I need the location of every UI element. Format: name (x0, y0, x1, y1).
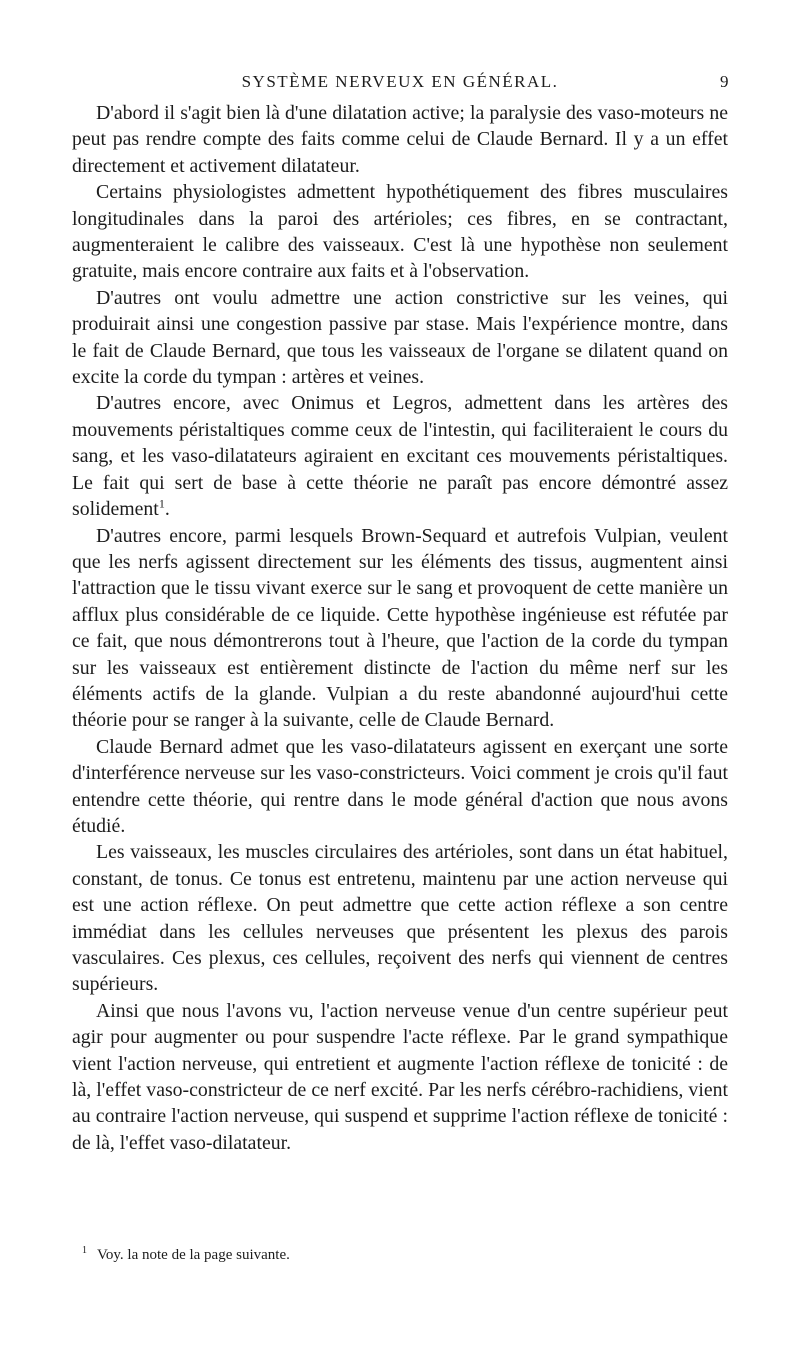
paragraph: D'autres ont voulu admettre une action constrictive sur les veines, qui produirait ainsi une congestion passive par stase. Mais l'expérience montre, dans le fait de Claude Bernard, que tous les vaisseaux de l'organe se dilatent quand on excite la corde du tympan : artères et veines. (72, 286, 728, 389)
paragraph: Les vaisseaux, les muscles circulaires des artérioles, sont dans un état habituel, constant, de tonus. Ce tonus est entretenu, maintenu par une action nerveuse qui est une action réflexe. On peut admettre que cette action réflexe a son centre immédiat dans les cellules nerveuses que présentent les plexus des parois vasculaires. Ces plexus, ces cellules, reçoivent des nerfs qui viennent de centres supérieurs. (72, 841, 728, 996)
running-title: SYSTÈME NERVEUX EN GÉNÉRAL. (241, 72, 559, 91)
paragraph: Certains physiologistes admettent hypothétiquement des fibres musculaires longitudinales dans la paroi des artérioles; ces fibres, en se contractant, augmenteraient le calibre des vaisseaux. C'est là une hypothèse non seulement gratuite, mais encore contraire aux faits et à l'observation. (72, 181, 728, 283)
paragraph: Claude Bernard admet que les vaso-dilatateurs agissent en exerçant une sorte d'interférence nerveuse sur les vaso-constricteurs. Voici comment je crois qu'il faut entendre cette théorie, qui rentre dans le mode général d'action que nous avons étudié. (72, 735, 728, 837)
page-number: 9 (720, 72, 730, 91)
sentence-end: . (164, 498, 170, 521)
paragraph: D'autres encore, parmi lesquels Brown-Sequard et autrefois Vulpian, veulent que les nerfs agissent directement sur les éléments des tissus, augmentent ainsi l'attraction que le tissu vivant exerce sur le sang et provoquent de cette manière un afflux plus considérable de ce liquide. Cette hypothèse ingénieuse est réfutée par ce fait, que nous démontrerons tout à l'heure, que l'action de la corde du tympan sur les vaisseaux est entièrement distincte de l'action du même nerf sur les éléments actifs de la glande. Vulpian a du reste abandonné aujourd'hui cette théorie pour se ranger à la suivante, celle de Claude Bernard. (72, 524, 728, 732)
body-text (72, 100, 728, 1156)
running-head (70, 72, 730, 96)
paragraph-text: D'autres encore, avec Onimus et Legros, admettent dans les artères des mouvements péristaltiques comme ceux de l'intestin, qui faciliteraient le cours du sang, et les vaso-dilatateurs agiraient en excitant ces mouvements péristaltiques. Le fait qui sert de base à cette théorie ne paraît pas encore démontré assez solidement (72, 392, 728, 521)
footnote-mark: 1 (82, 1245, 87, 1256)
paragraph: D'abord il s'agit bien là d'une dilatation active; la paralysie des vaso-moteurs ne peut pas rendre compte des faits comme celui de Claude Bernard. Il y a un effet directement et activement dilatateur. (72, 102, 728, 177)
paragraph (72, 390, 728, 522)
paragraph: Ainsi que nous l'avons vu, l'action nerveuse venue d'un centre supérieur peut agir pour augmenter ou pour suspendre l'acte réflexe. Par le grand sympathique vient l'action nerveuse, qui entretient et augmente l'action réflexe de tonicité : de là, l'effet vaso-constricteur de ce nerf excité. Par les nerfs cérébro-rachidiens, vient au contraire l'action nerveuse, qui suspend et supprime l'action réflexe de tonicité : de là, l'effet vaso-dilatateur. (72, 999, 728, 1154)
footnote-text: Voy. la note de la page suivante. (97, 1247, 290, 1263)
footnote-reference: 1 (158, 496, 165, 511)
footnote (82, 1245, 722, 1265)
